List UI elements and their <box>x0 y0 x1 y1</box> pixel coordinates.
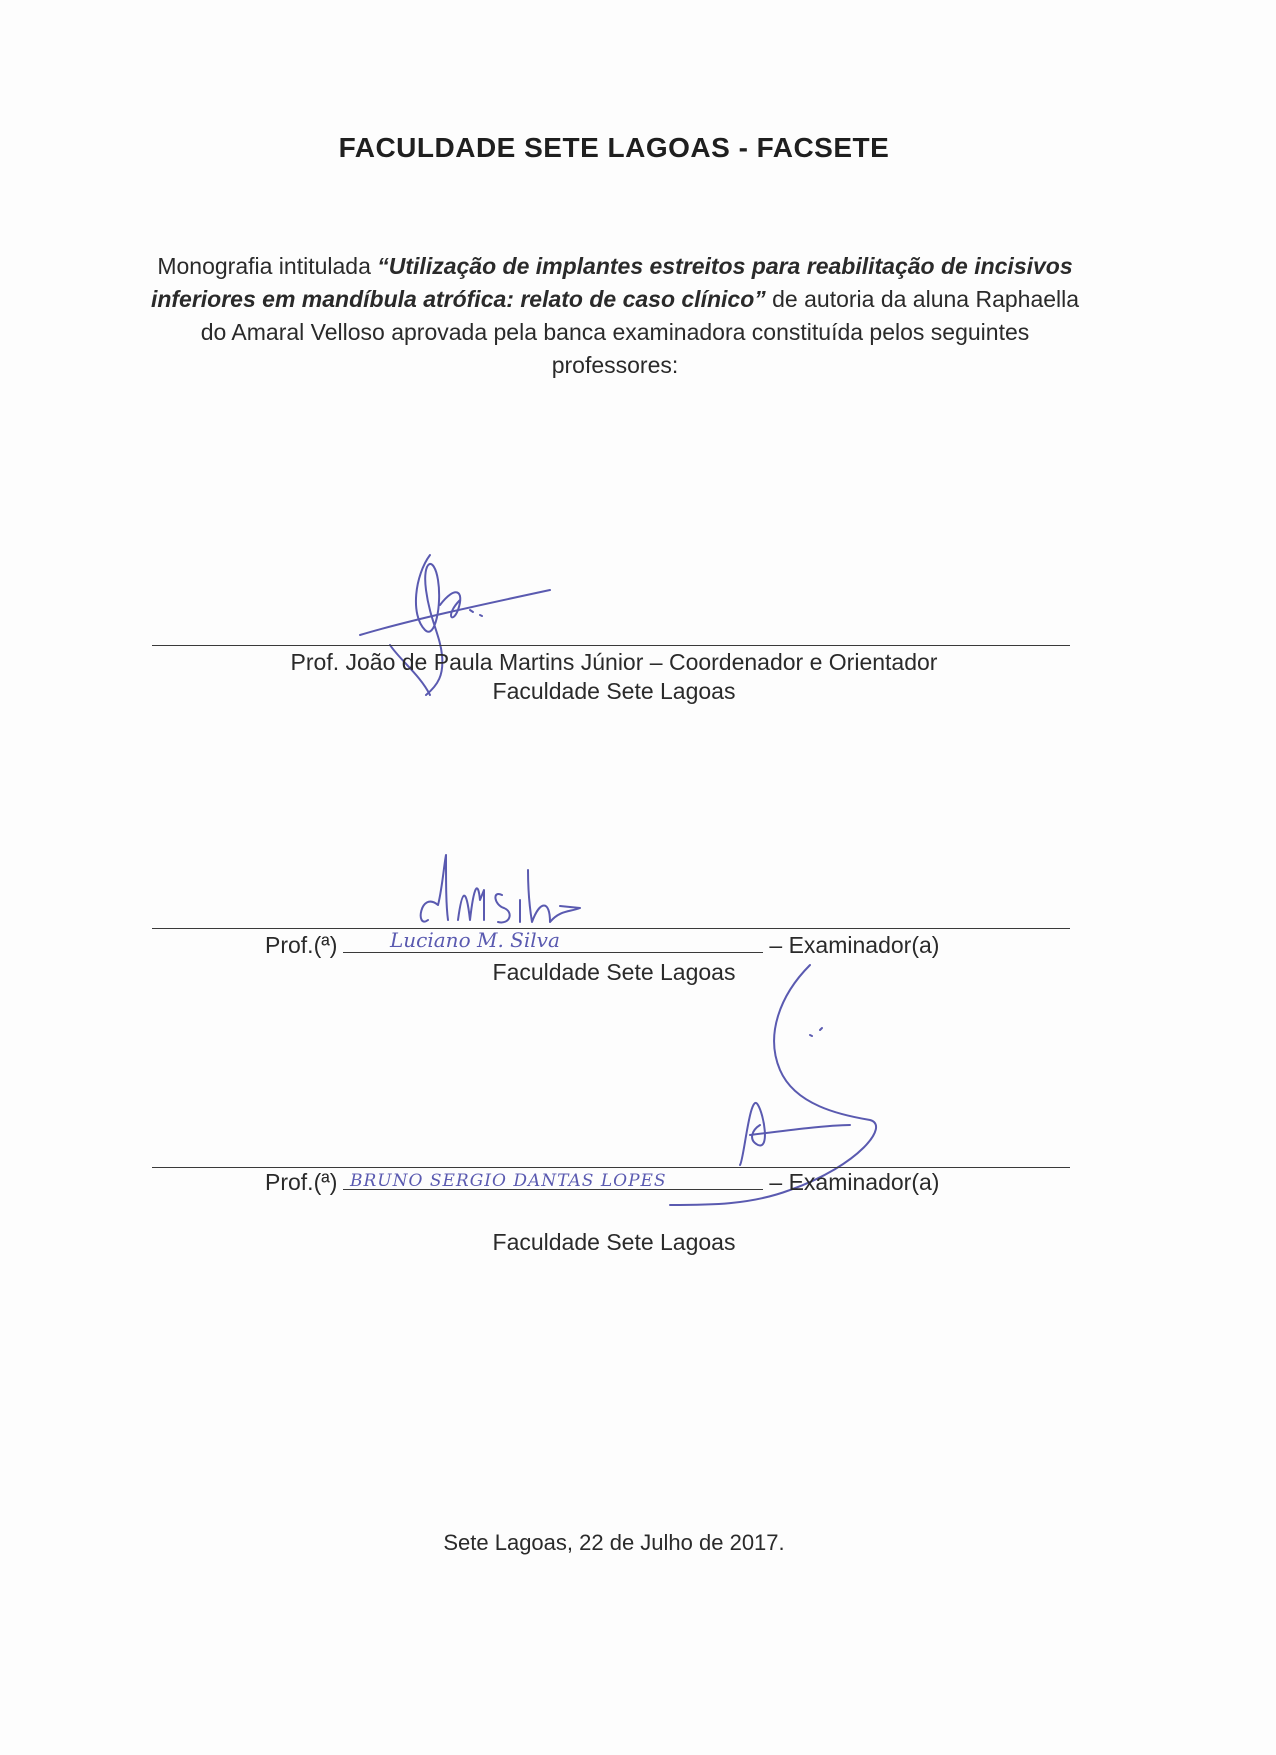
examiner-2-handwritten-name: BRUNO SERGIO DANTAS LOPES <box>350 1171 667 1191</box>
intro-suffix: de autoria da aluna Raphaella do Amaral Velloso aprovada pela banca examinadora constituída pelos seguintes professores: <box>200 286 1080 378</box>
examiner-1-printed-name <box>390 925 640 965</box>
examiner-1-handwritten-name: Luciano M. Silva <box>390 928 560 952</box>
signature-examiner-2 <box>640 955 900 1255</box>
examiner-1-role: – Examinador(a) <box>769 932 940 958</box>
institution-title: FACULDADE SETE LAGOAS - FACSETE <box>338 132 890 163</box>
approval-statement <box>150 250 1080 382</box>
examiner-2-role: – Examinador(a) <box>769 1169 940 1195</box>
coordinator-institution: Faculdade Sete Lagoas <box>492 678 736 704</box>
examiner-1-institution: Faculdade Sete Lagoas <box>492 959 736 985</box>
date-line: Sete Lagoas, 22 de Julho de 2017. <box>443 1530 785 1555</box>
examiner-2-printed-name <box>350 1160 730 1200</box>
signature-line-coordinator <box>152 645 1070 646</box>
examiner-2-institution: Faculdade Sete Lagoas <box>492 1229 736 1255</box>
examiner-1-prefix: Prof.(ª) <box>265 932 338 958</box>
examiner-2-prefix: Prof.(ª) <box>265 1169 338 1195</box>
thesis-title: “Utilização de implantes estreitos para reabilitação de incisivos inferiores em mandíbula atrófica: relato de caso clínico” <box>150 253 1073 312</box>
intro-prefix: Monografia intitulada <box>157 253 378 279</box>
coordinator-name: Prof. João de Paula Martins Júnior – Coordenador e Orientador <box>290 649 938 675</box>
